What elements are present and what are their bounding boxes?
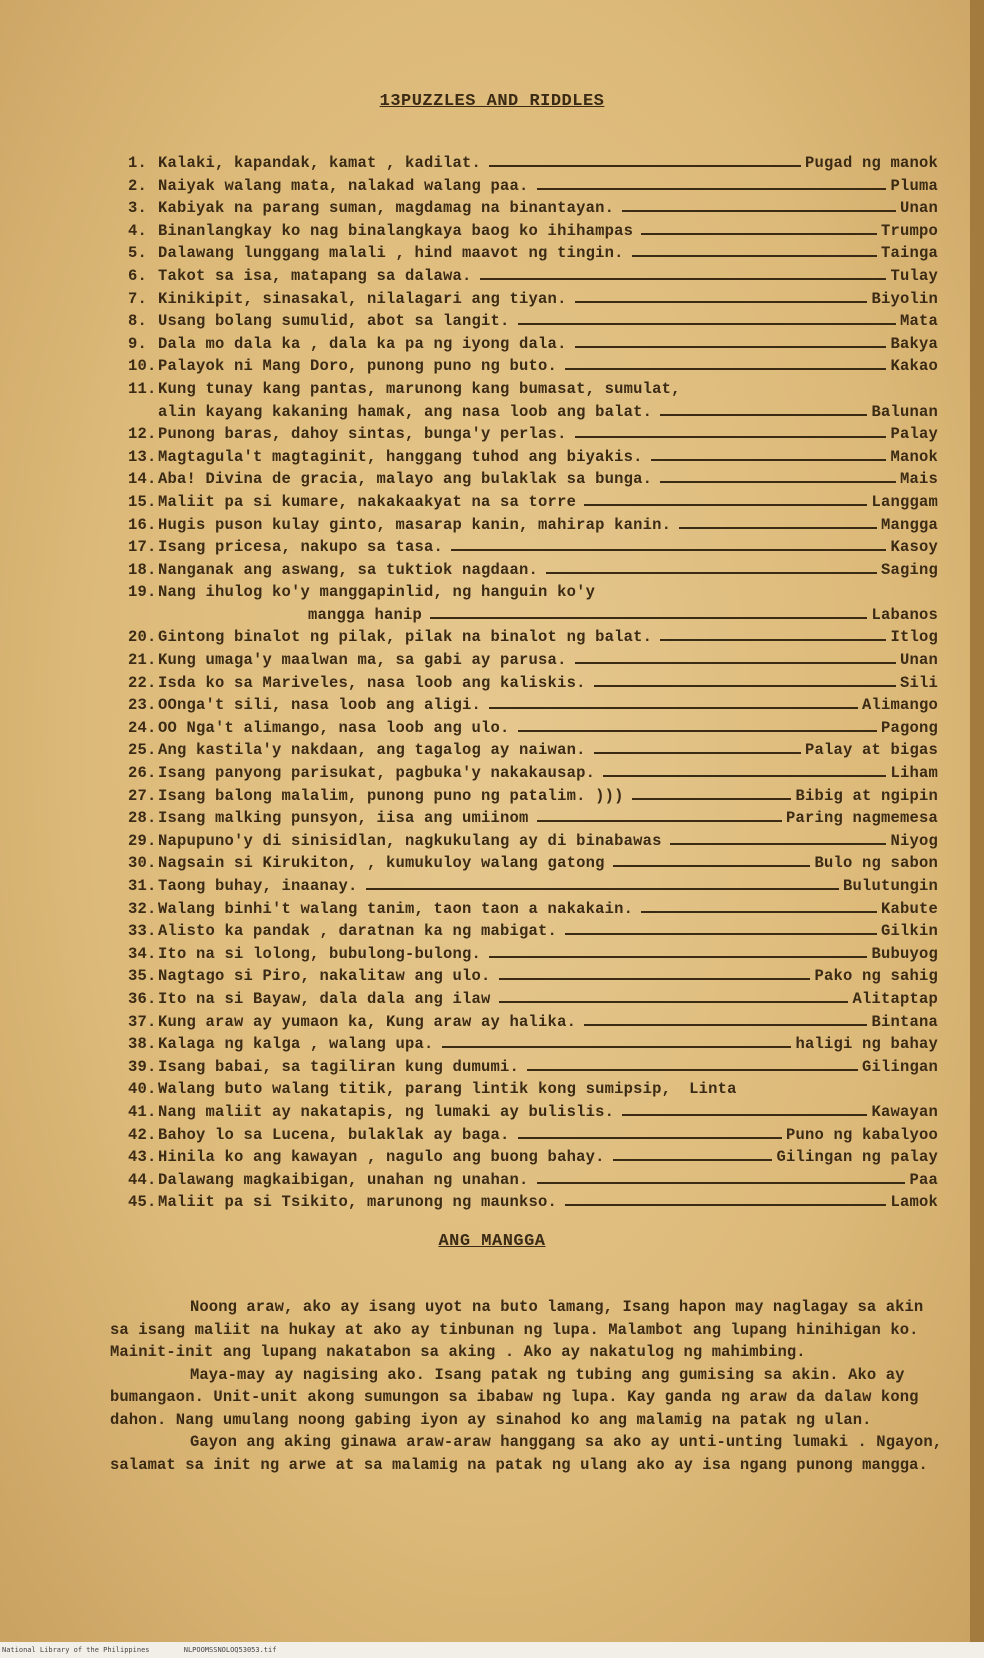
answer-leader-line: [575, 301, 868, 303]
riddle-answer: Bibig at ngipin: [795, 786, 938, 805]
riddle-row: [128, 357, 938, 380]
riddle-row: [128, 945, 938, 968]
riddle-question: Kung tunay kang pantas, marunong kang bumasat, sumulat,: [158, 379, 681, 398]
riddle-answer: Palay at bigas: [804, 741, 938, 760]
answer-leader-line: [632, 255, 877, 257]
riddle-row: [128, 1013, 938, 1036]
answer-leader-line: [575, 436, 887, 438]
riddle-question: Maliit pa si Tsikito, marunong ng maunkso.: [158, 1193, 558, 1212]
riddle-question: Isda ko sa Mariveles, nasa loob ang kaliskis.: [158, 673, 586, 692]
riddle-question: Nanganak ang aswang, sa tuktiok nagdaan.: [158, 560, 539, 579]
answer-leader-line: [575, 662, 896, 664]
answer-leader-line: [632, 798, 792, 800]
riddle-question: Magtagula't magtaginit, hanggang tuhod ang biyakis.: [158, 447, 643, 466]
riddle-row: [128, 741, 938, 764]
riddle-row: [128, 1103, 938, 1126]
riddle-row: [128, 922, 938, 945]
answer-leader-line: [489, 165, 801, 167]
riddle-number: 2.: [128, 176, 148, 195]
riddle-question: Kinikipit, sinasakal, nilalagari ang tiyan.: [158, 289, 567, 308]
riddle-number: 44.: [128, 1170, 157, 1189]
riddle-question: Kalaki, kapandak, kamat , kadilat.: [158, 154, 482, 172]
riddle-question: Isang babai, sa tagiliran kung dumumi.: [158, 1057, 520, 1076]
riddle-question: Nagtago si Piro, nakalitaw ang ulo.: [158, 967, 491, 986]
riddle-number: 41.: [128, 1102, 157, 1121]
riddle-answer: Manok: [890, 447, 938, 466]
riddle-number: 27.: [128, 786, 157, 805]
riddle-answer: Labanos: [871, 605, 938, 624]
riddle-question: Dala mo dala ka , dala ka pa ng iyong dala.: [158, 334, 567, 353]
riddle-row: [128, 425, 938, 448]
riddle-answer: Alimango: [861, 696, 938, 715]
riddle-row: [128, 222, 938, 245]
answer-leader-line: [565, 933, 877, 935]
riddle-number: 23.: [128, 696, 157, 715]
riddle-question: Hugis puson kulay ginto, masarap kanin, mahirap kanin.: [158, 515, 672, 534]
answer-leader-line: [603, 775, 886, 777]
answer-leader-line: [537, 820, 782, 822]
riddle-question: Isang balong malalim, punong puno ng patalim. ))): [158, 786, 624, 805]
riddle-answer: Unan: [899, 199, 938, 218]
answer-leader-line: [518, 323, 896, 325]
essay-body: [110, 1296, 950, 1476]
riddle-question: Punong baras, dahoy sintas, bunga'y perlas.: [158, 425, 567, 444]
riddle-question: Kabiyak na parang suman, magdamag na binantayan.: [158, 199, 615, 218]
riddle-answer: Lamok: [890, 1193, 938, 1212]
answer-leader-line: [622, 1114, 867, 1116]
riddle-question: Binanlangkay ko nag binalangkaya baog ko ihihampas: [158, 221, 634, 240]
answer-leader-line: [565, 1204, 886, 1206]
riddle-question: Dalawang magkaibigan, unahan ng unahan.: [158, 1170, 529, 1189]
riddle-number: 28.: [128, 809, 157, 828]
riddle-answer: Puno ng kabalyoo: [785, 1125, 938, 1144]
footer-library: National Library of the Philippines: [2, 1646, 150, 1654]
riddle-number: 37.: [128, 1012, 157, 1031]
riddle-row: [128, 1193, 938, 1216]
answer-leader-line: [537, 188, 887, 190]
riddle-question: Isang pricesa, nakupo sa tasa.: [158, 538, 444, 557]
riddle-list: [128, 154, 938, 1216]
riddle-answer: Gilkin: [880, 922, 938, 941]
answer-leader-line: [660, 481, 896, 483]
riddle-answer: Alitaptap: [852, 989, 938, 1008]
riddle-number: 10.: [128, 357, 157, 376]
riddle-row: [128, 990, 938, 1013]
riddle-number: 24.: [128, 718, 157, 737]
riddle-answer: Gilingan ng palay: [776, 1148, 938, 1167]
riddle-row: [128, 244, 938, 267]
riddle-row: [128, 900, 938, 923]
answer-leader-line: [660, 414, 867, 416]
riddle-row: [128, 764, 938, 787]
riddle-row: [128, 267, 938, 290]
riddle-question: Taong buhay, inaanay.: [158, 877, 358, 895]
riddle-row: [128, 719, 938, 742]
answer-leader-line: [584, 1024, 867, 1026]
riddle-number: 43.: [128, 1148, 157, 1167]
riddle-number: 33.: [128, 922, 157, 941]
riddle-answer: Gilingan: [861, 1057, 938, 1076]
riddle-number: 18.: [128, 560, 157, 579]
riddle-answer: Trumpo: [880, 221, 938, 240]
riddle-answer: Paring nagmemesa: [785, 809, 938, 828]
riddle-number: 21.: [128, 651, 157, 670]
riddle-answer: Pako ng sahig: [814, 967, 938, 986]
riddle-row: [128, 538, 938, 561]
riddle-number: 29.: [128, 831, 157, 850]
riddle-row: [128, 177, 938, 200]
riddle-answer: Tulay: [890, 266, 938, 285]
riddle-row: [128, 832, 938, 855]
riddle-answer: Pagong: [880, 718, 938, 737]
footer-file-id: NLPOOMSSNOLOQ53053.tif: [183, 1646, 277, 1654]
riddle-row: [128, 1080, 938, 1103]
riddle-question: Kung araw ay yumaon ka, Kung araw ay halika.: [158, 1012, 577, 1031]
riddle-answer: Kabute: [880, 899, 938, 918]
riddle-answer: Mangga: [880, 515, 938, 534]
essay-paragraph: Maya-may ay nagising ako. Isang patak ng tubing ang gumising sa akin. Ako ay bumangaon. Unit-unit akong sumungon sa ibabaw ng lupa. Kay ganda ng araw da dalaw kong dahon. Nang umulang noong gabing iyon ay sinahod ko ang malamig na patak ng ulan.: [110, 1365, 919, 1429]
riddle-answer: haligi ng bahay: [795, 1035, 938, 1054]
answer-leader-line: [565, 368, 886, 370]
riddle-number: 30.: [128, 854, 157, 873]
riddle-question: Aba! Divina de gracia, malayo ang bulaklak sa bunga.: [158, 470, 653, 489]
riddle-row: [128, 787, 938, 810]
riddle-number: 25.: [128, 741, 157, 760]
essay-title: ANG MANGGA: [438, 1232, 546, 1251]
riddle-number: 13.: [128, 447, 157, 466]
riddle-question: Kalaga ng kalga , walang upa.: [158, 1035, 434, 1054]
riddle-answer: Bulo ng sabon: [814, 854, 938, 873]
riddle-number: 35.: [128, 967, 157, 986]
riddle-row: [128, 854, 938, 877]
riddle-question: Dalawang lunggang malali , hind maavot ng tingin.: [158, 244, 624, 263]
riddle-question: Maliit pa si kumare, nakakaakyat na sa torre: [158, 492, 577, 511]
answer-leader-line: [451, 549, 886, 551]
answer-leader-line: [442, 1046, 792, 1048]
riddle-number: 9.: [128, 334, 148, 353]
riddle-question: alin kayang kakaning hamak, ang nasa loob ang balat.: [158, 402, 653, 421]
riddle-number: 5.: [128, 244, 148, 263]
riddle-number: 40.: [128, 1080, 157, 1099]
riddle-answer: Pugad ng manok: [804, 154, 938, 172]
riddle-row: [128, 335, 938, 358]
riddle-question: Usang bolang sumulid, abot sa langit.: [158, 312, 510, 331]
riddle-answer: Bintana: [871, 1012, 938, 1031]
riddle-question: Hinila ko ang kawayan , nagulo ang buong bahay.: [158, 1148, 605, 1167]
riddle-row: [128, 1171, 938, 1194]
riddle-question: Walang buto walang titik, parang lintik kong sumipsip,: [158, 1080, 672, 1099]
riddle-number: 11.: [128, 379, 157, 398]
riddle-row: [128, 1035, 938, 1058]
riddle-answer: Pluma: [890, 176, 938, 195]
riddle-row: [128, 380, 938, 425]
answer-leader-line: [537, 1182, 906, 1184]
riddle-question: Ito na si lolong, bubulong-bulong.: [158, 944, 482, 963]
riddle-row: [128, 154, 938, 177]
riddle-question: Gintong binalot ng pilak, pilak na binalot ng balat.: [158, 628, 653, 647]
answer-leader-line: [499, 1001, 849, 1003]
riddle-number: 8.: [128, 312, 148, 331]
riddle-question: Bahoy lo sa Lucena, bulaklak ay baga.: [158, 1125, 510, 1144]
answer-leader-line: [622, 210, 896, 212]
answer-leader-line: [594, 685, 896, 687]
riddle-number: 32.: [128, 899, 157, 918]
page-edge: [970, 0, 984, 1658]
riddle-answer: Itlog: [890, 628, 938, 647]
riddle-number: 16.: [128, 515, 157, 534]
riddle-row: [128, 651, 938, 674]
riddle-number: 6.: [128, 266, 148, 285]
riddle-answer: Palay: [890, 425, 938, 444]
riddle-row: [128, 199, 938, 222]
riddle-row: [128, 696, 938, 719]
riddle-number: 45.: [128, 1193, 157, 1212]
riddle-number: 15.: [128, 492, 157, 511]
riddle-row: [128, 312, 938, 335]
riddle-answer: Balunan: [871, 402, 938, 421]
answer-leader-line: [575, 346, 887, 348]
riddle-answer: Paa: [909, 1170, 938, 1189]
footer: [0, 1642, 984, 1658]
answer-leader-line: [489, 707, 858, 709]
answer-leader-line: [480, 278, 887, 280]
riddle-question: Isang malking punsyon, iisa ang umiinom: [158, 809, 529, 828]
riddle-number: 1.: [128, 154, 148, 172]
riddle-question: Nang ihulog ko'y manggapinlid, ng hanguin ko'y: [158, 583, 596, 602]
riddle-answer: Saging: [880, 560, 938, 579]
riddle-question: mangga hanip: [308, 605, 423, 624]
riddle-answer: Kawayan: [871, 1102, 938, 1121]
riddle-number: 36.: [128, 989, 157, 1008]
answer-leader-line: [584, 504, 867, 506]
riddle-answer: Tainga: [880, 244, 938, 263]
riddle-row: [128, 809, 938, 832]
riddle-question: Ito na si Bayaw, dala dala ang ilaw: [158, 989, 491, 1008]
essay-paragraph: Gayon ang aking ginawa araw-araw hanggang sa ako ay unti-unting lumaki . Ngayon, salamat sa init ng arwe at sa malamig na patak ng ulang ako ay isa ngang punong mangga.: [110, 1433, 943, 1474]
answer-leader-line: [499, 978, 811, 980]
riddle-answer: Linta: [689, 1080, 737, 1099]
riddle-row: [128, 628, 938, 651]
riddle-row: [128, 1148, 938, 1171]
riddle-answer: Unan: [899, 651, 938, 670]
answer-leader-line: [430, 617, 867, 619]
riddle-number: 26.: [128, 764, 157, 783]
riddle-row: [128, 583, 938, 628]
riddle-number: 17.: [128, 538, 157, 557]
answer-leader-line: [679, 527, 877, 529]
page-title: 13PUZZLES AND RIDDLES: [379, 92, 605, 111]
riddle-question: Napupuno'y di sinisidlan, nagkukulang ay di binabawas: [158, 831, 662, 850]
riddle-row: [128, 674, 938, 697]
riddle-row: [128, 470, 938, 493]
riddle-answer: Sili: [899, 673, 938, 692]
riddle-number: 22.: [128, 673, 157, 692]
riddle-question: Isang panyong parisukat, pagbuka'y nakakausap.: [158, 764, 596, 783]
riddle-question: Nang maliit ay nakatapis, ng lumaki ay bulislis.: [158, 1102, 615, 1121]
riddle-question: Palayok ni Mang Doro, punong puno ng buto.: [158, 357, 558, 376]
riddle-answer: Bubuyog: [871, 944, 938, 963]
riddle-number: 3.: [128, 199, 148, 218]
riddle-number: 38.: [128, 1035, 157, 1054]
answer-leader-line: [594, 752, 801, 754]
riddle-question: Nagsain si Kirukiton, , kumukuloy walang gatong: [158, 854, 605, 873]
riddle-row: [128, 1058, 938, 1081]
riddle-number: 4.: [128, 221, 148, 240]
answer-leader-line: [518, 1137, 782, 1139]
riddle-number: 39.: [128, 1057, 157, 1076]
riddle-answer: Kasoy: [890, 538, 938, 557]
riddle-question: Naiyak walang mata, nalakad walang paa.: [158, 176, 529, 195]
riddle-number: 34.: [128, 944, 157, 963]
riddle-row: [128, 516, 938, 539]
riddle-row: [128, 967, 938, 990]
answer-leader-line: [660, 639, 886, 641]
riddle-answer: Liham: [890, 764, 938, 783]
riddle-number: 7.: [128, 289, 148, 308]
answer-leader-line: [527, 1069, 858, 1071]
answer-leader-line: [670, 843, 887, 845]
answer-leader-line: [641, 911, 877, 913]
essay-paragraph: Noong araw, ako ay isang uyot na buto lamang, Isang hapon may naglagay sa akin sa isang maliit na hukay at ako ay tinbunan ng lupa. Malambot ang lupang hinihigan ko. Mainit-init ang lupang nakatabon sa aking . Ako ay nakatulog ng mahimbing.: [110, 1298, 924, 1361]
riddle-answer: Mais: [899, 470, 938, 489]
riddle-answer: Bakya: [890, 334, 938, 353]
riddle-answer: Bulutungin: [842, 877, 938, 895]
riddle-question: Kung umaga'y maalwan ma, sa gabi ay parusa.: [158, 651, 567, 670]
riddle-answer: Langgam: [871, 492, 938, 511]
riddle-question: Walang binhi't walang tanim, taon taon a nakakain.: [158, 899, 634, 918]
riddle-question: Alisto ka pandak , daratnan ka ng mabigat.: [158, 922, 558, 941]
riddle-row: [128, 561, 938, 584]
riddle-answer: Kakao: [890, 357, 938, 376]
riddle-number: 20.: [128, 628, 157, 647]
answer-leader-line: [546, 572, 877, 574]
riddle-number: 19.: [128, 583, 157, 602]
riddle-row: [128, 493, 938, 516]
riddle-row: [128, 877, 938, 900]
answer-leader-line: [641, 233, 877, 235]
riddle-number: 31.: [128, 877, 157, 895]
riddle-row: [128, 1126, 938, 1149]
riddle-row: [128, 290, 938, 313]
riddle-question: OOnga't sili, nasa loob ang aligi.: [158, 696, 482, 715]
riddle-answer: Mata: [899, 312, 938, 331]
answer-leader-line: [613, 865, 811, 867]
riddle-row: [128, 448, 938, 471]
riddle-answer: Biyolin: [871, 289, 938, 308]
answer-leader-line: [518, 730, 877, 732]
answer-leader-line: [366, 888, 839, 890]
riddle-answer: Niyog: [890, 831, 938, 850]
riddle-number: 42.: [128, 1125, 157, 1144]
riddle-number: 14.: [128, 470, 157, 489]
answer-leader-line: [651, 459, 887, 461]
riddle-question: Ang kastila'y nakdaan, ang tagalog ay naiwan.: [158, 741, 586, 760]
riddle-question: OO Nga't alimango, nasa loob ang ulo.: [158, 718, 510, 737]
riddle-number: 12.: [128, 425, 157, 444]
answer-leader-line: [613, 1159, 773, 1161]
answer-leader-line: [489, 956, 867, 958]
riddle-question: Takot sa isa, matapang sa dalawa.: [158, 266, 472, 285]
